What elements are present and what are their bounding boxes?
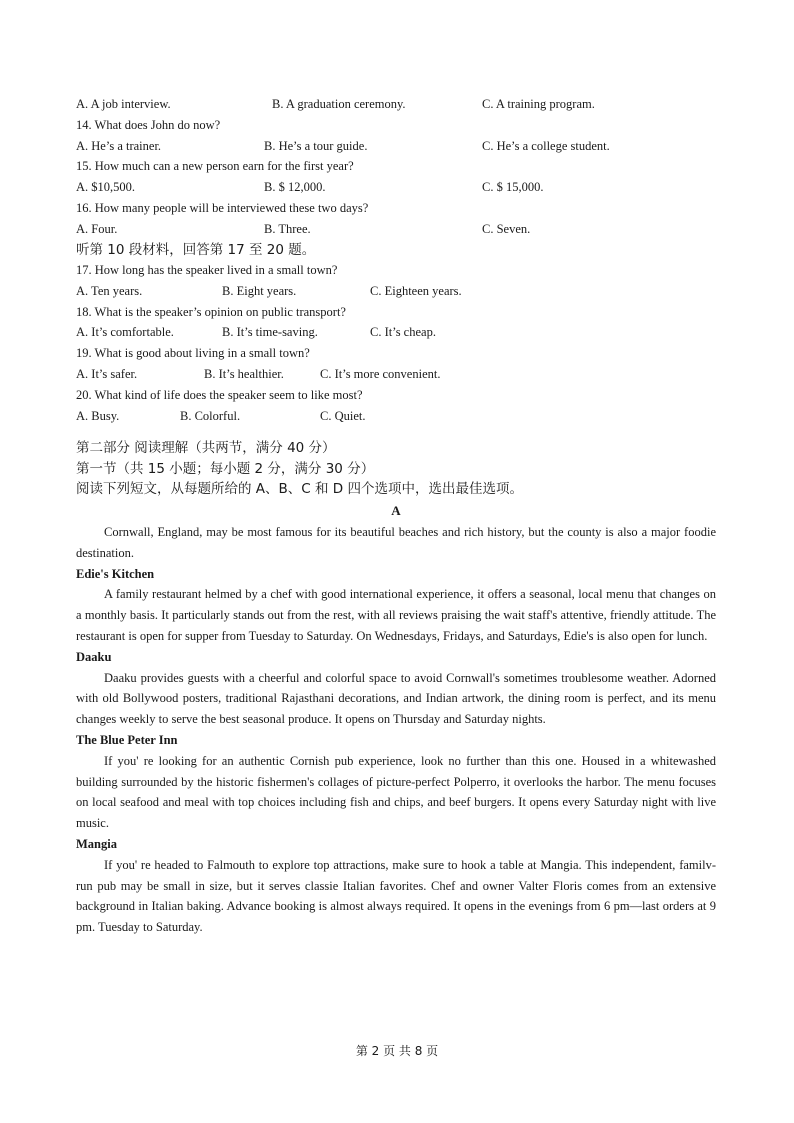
q14-options (76, 136, 716, 157)
q18-option-b: B. It’s time-saving. (222, 325, 318, 340)
q16-options (76, 219, 716, 240)
q19-options (76, 364, 716, 385)
part-2-title: 第二部分 阅读理解（共两节，满分 40 分） (76, 440, 336, 457)
section-heading-edies-kitchen: Edie's Kitchen (76, 566, 155, 581)
q13-option-b: B. A graduation ceremony. (272, 97, 406, 111)
section-10-instruction: 听第 10 段材料，回答第 17 至 20 题。 (76, 241, 316, 258)
q15-option-a: A. $10,500. (76, 180, 136, 195)
q16-question: 16. How many people will be interviewed these two days? (76, 200, 369, 215)
q16-option-c: C. Seven. (482, 221, 531, 236)
q19-option-c: C. It’s more convenient. (320, 367, 441, 382)
passage-letter: A (391, 502, 401, 518)
q16-option-b: B. Three. (264, 221, 311, 236)
q17-option-b: B. Eight years. (222, 283, 297, 298)
q15-option-c: C. $ 15,000. (482, 180, 544, 195)
q19-option-a: A. It’s safer. (76, 367, 138, 382)
q17-option-a: A. Ten years. (76, 283, 143, 298)
part-2-section-1: 第一节（共 15 小题；每小题 2 分，满分 30 分） (76, 460, 375, 477)
q20-options (76, 406, 716, 427)
q15-options (76, 177, 716, 198)
q19-question: 19. What is good about living in a small town? (76, 346, 310, 361)
section-heading-blue-peter-inn: The Blue Peter Inn (76, 732, 178, 747)
exam-page (76, 94, 716, 938)
q18-option-a: A. It’s comfortable. (76, 325, 174, 340)
q14-option-c: C. He’s a college student. (482, 138, 610, 153)
q14-option-a: A. He’s a trainer. (76, 138, 162, 153)
section-text-blue-peter-inn: If you' re looking for an authentic Cornish pub experience, look no further than this one. Housed in a whitewashed building surrounded by the historic fishermen's collages of picture-perfect Polperro, it overlooks the harbor. The menu focuses on local seafood and meal with top choices including fish and chips, and beef burgers. It opens every Saturday night with live music. (76, 753, 716, 831)
section-text-daaku: Daaku provides guests with a cheerful and colorful space to avoid Cornwall's sometimes troublesome weather. Adorned with old Bollywood posters, traditional Rajasthani decorations, and Indian artwork, the dining room is perfect, and its menu changes weekly to serve the best seasonal produce. It opens on Thursday and Saturday nights. (76, 670, 716, 727)
section-text-mangia: If you' re headed to Falmouth to explore top attractions, make sure to hook a table at Mangia. This independent, familv-run pub may be small in size, but it serves classie Italian favorites. Chef and owner Valter Floris comes from an extensive background in Italian baking. Advance booking is almost always required. It opens in the evenings from 6 pm—last orders at 9 pm. Tuesday to Saturday. (76, 857, 716, 935)
q20-option-b: B. Colorful. (180, 408, 241, 423)
q14-question: 14. What does John do now? (76, 117, 221, 132)
q13-option-a: A. A job interview. (76, 97, 171, 111)
q15-option-b: B. $ 12,000. (264, 180, 326, 195)
q15-question: 15. How much can a new person earn for the first year? (76, 159, 354, 174)
q16-option-a: A. Four. (76, 221, 118, 236)
q20-option-a: A. Busy. (76, 408, 120, 423)
q17-options (76, 281, 716, 302)
q18-option-c: C. It’s cheap. (370, 325, 436, 340)
q20-question: 20. What kind of life does the speaker seem to like most? (76, 387, 363, 402)
q18-options (76, 322, 716, 343)
section-heading-daaku: Daaku (76, 649, 112, 664)
q13-options (76, 94, 716, 115)
q20-option-c: C. Quiet. (320, 408, 366, 423)
q17-option-c: C. Eighteen years. (370, 283, 462, 298)
section-heading-mangia: Mangia (76, 836, 117, 851)
part-2-instruction: 阅读下列短文，从每题所给的 A、B、C 和 D 四个选项中，选出最佳选项。 (76, 481, 523, 498)
page-footer: 第 2 页 共 8 页 (355, 1044, 439, 1058)
q14-option-b: B. He’s a tour guide. (264, 138, 368, 153)
q13-option-c: C. A training program. (482, 97, 595, 111)
passage-intro: Cornwall, England, may be most famous for its beautiful beaches and rich history, but the county is also a major foodie destination. (76, 524, 716, 560)
q19-option-b: B. It’s healthier. (204, 367, 284, 382)
section-text-edies-kitchen: A family restaurant helmed by a chef with good international experience, it offers a seasonal, local menu that changes on a monthly basis. It particularly stands out from the rest, with all reviews praising the wait staff's attentive, friendly attitude. The restaurant is open for supper from Tuesday to Saturday. On Wednesdays, Fridays, and Saturdays, Edie's is also open for lunch. (76, 587, 716, 643)
q17-question: 17. How long has the speaker lived in a small town? (76, 263, 338, 278)
q18-question: 18. What is the speaker’s opinion on public transport? (76, 304, 346, 319)
